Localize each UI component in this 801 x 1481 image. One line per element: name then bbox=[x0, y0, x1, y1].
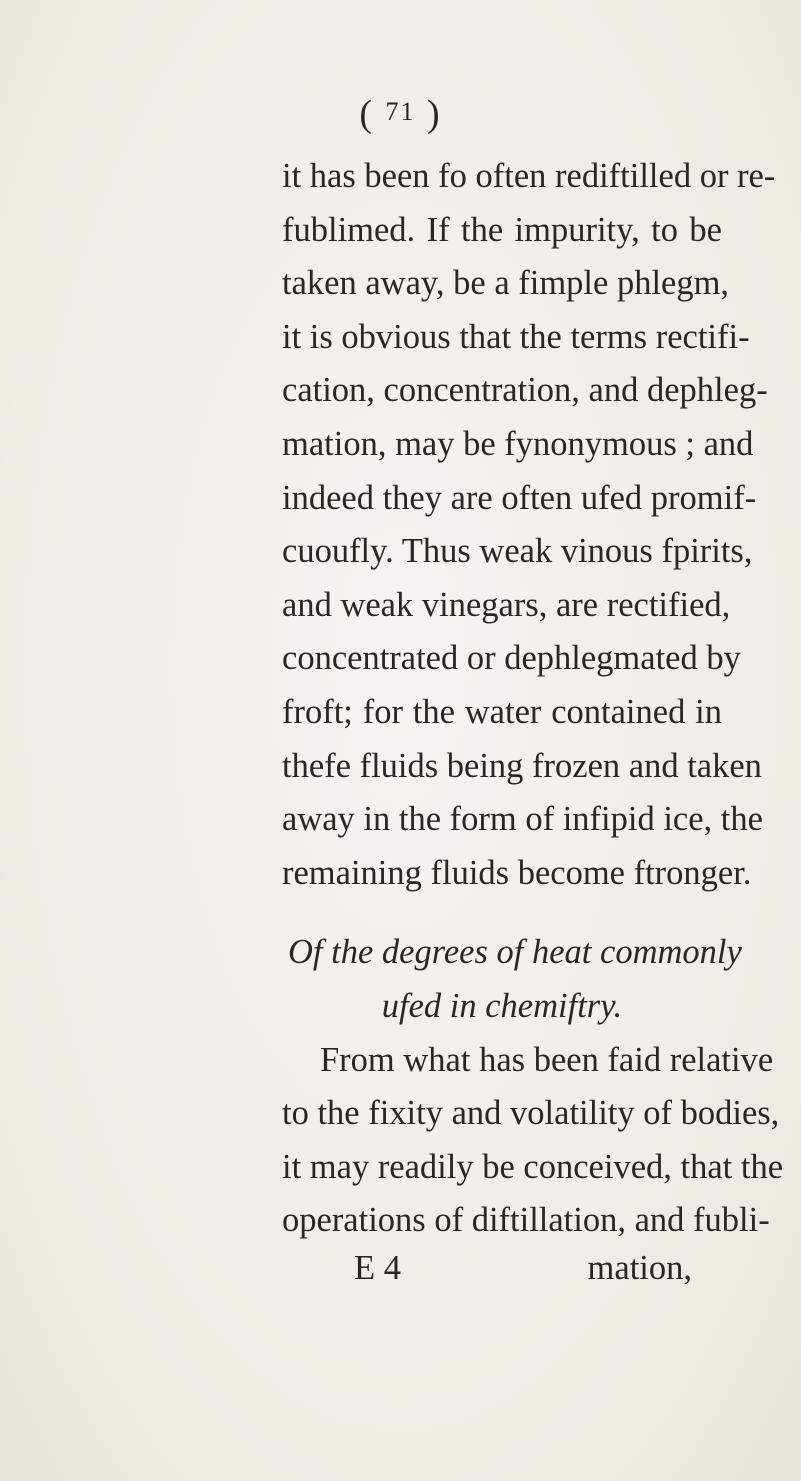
section-heading-continued: ufed in chemiftry. bbox=[381, 986, 623, 1025]
text-line: to the fixity and volatility of bodies, bbox=[282, 1094, 780, 1133]
text-line: froft; for the water contained in bbox=[282, 692, 722, 731]
signature-mark: E 4 bbox=[354, 1248, 401, 1287]
text-line: From what has been faid relative bbox=[320, 1040, 774, 1079]
section-heading: Of the degrees of heat commonly bbox=[288, 933, 742, 972]
text-line: it is obvious that the terms rectifi- bbox=[282, 317, 750, 356]
page-body bbox=[282, 150, 784, 1288]
header-close-paren: ) bbox=[415, 93, 442, 135]
page-header bbox=[0, 92, 801, 136]
text-line: cuoufly. Thus weak vinous fpirits, bbox=[282, 532, 753, 571]
text-line: it has been fo often rediftilled or re- bbox=[282, 157, 776, 195]
text-line: thefe fluids being frozen and taken bbox=[282, 746, 762, 785]
text-line: away in the form of infipid ice, the bbox=[282, 800, 763, 839]
text-line: taken away, be a fimple phlegm, bbox=[282, 264, 730, 303]
text-line: concentrated or dephlegmated by bbox=[282, 639, 741, 678]
text-line: mation, may be fynonymous ; and bbox=[282, 424, 754, 463]
text-line: operations of diftillation, and fubli- bbox=[282, 1201, 770, 1240]
text-line: indeed they are often ufed promif- bbox=[282, 478, 757, 517]
header-open-paren: ( bbox=[359, 93, 386, 135]
page-footer bbox=[282, 1248, 722, 1288]
text-line: fublimed. If the impurity, to be bbox=[282, 210, 722, 249]
text-line: it may readily be conceived, that the bbox=[282, 1147, 784, 1186]
text-line: remaining fluids become ftronger. bbox=[282, 853, 752, 892]
text-line: and weak vinegars, are rectified, bbox=[282, 585, 731, 624]
text-line: cation, concentration, and dephleg- bbox=[282, 371, 768, 410]
catchword: mation, bbox=[587, 1248, 692, 1287]
page-number: 71 bbox=[385, 97, 416, 126]
